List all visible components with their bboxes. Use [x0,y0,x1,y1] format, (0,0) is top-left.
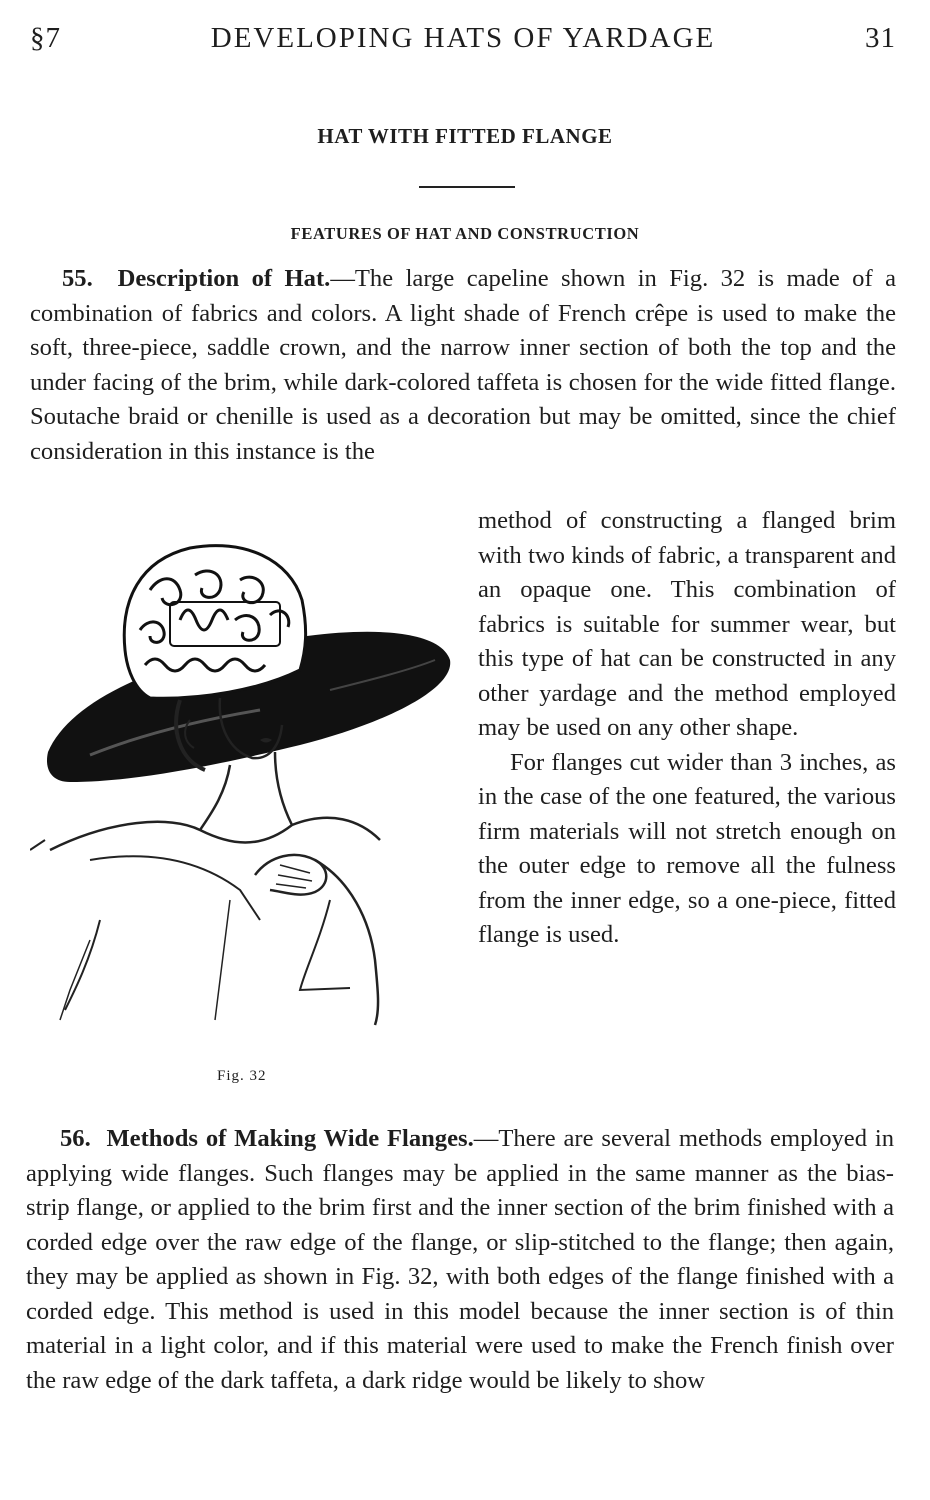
page-number: 31 [865,22,896,54]
paragraph-heading: Description of Hat. [117,265,331,292]
hand-fingers [276,865,312,888]
collar [90,856,260,920]
collar [50,818,380,850]
running-title: DEVELOPING HATS OF YARDAGE [210,22,716,54]
dress-fold [60,940,90,1020]
dress-fold [215,900,230,1020]
paragraph-55-continued [478,504,896,953]
paragraph-text: —There are several methods employed in applying wide flanges. Such flanges may be applied in the same manner as the bias-strip flange, or applied to the brim first and the inner section of the brim finished with a corded edge over the raw edge of the flange, or slip-stitched to the flange; then again, they may be applied as shown in Fig. 32, with both edges of the flange finished with a corded edge. This method is used in this model because the inner section is of thin material in a light color, and if this material were used to make the French finish over the raw edge of the dark taffeta, a dark ridge would be likely to show [26,1125,894,1394]
subheading: FEATURES OF HAT AND CONSTRUCTION [290,224,640,243]
hat-illustration [30,520,470,1050]
paragraph-text: —The large capeline shown in Fig. 32 is made of a combination of fabrics and colors. A light shade of French crêpe is used to make the soft, three-piece, saddle crown, and the narrow inner section of both the top and the under facing of the brim, while dark-colored taffeta is chosen for the wide fitted flange. Soutache braid or chenille is used as a decoration but may be omitted, since the chief consideration in this instance is the [30,265,897,465]
divider-rule [419,186,515,188]
paragraph-56 [26,1122,894,1398]
figure-caption: Fig. 32 [217,1068,267,1084]
paragraph-text-side: method of constructing a flanged brim with two kinds of fabric, a transparent and an opaque one. This combination of fabrics is suitable for summer wear, but this type of hat can be constructed in any other yardage and the method employed may be used on any other shape. [478,507,896,741]
sleeve [300,900,350,990]
section-mark: §7 [30,22,61,54]
paragraph-number: 55. [62,265,93,292]
paragraph-text-side-2: For flanges cut wider than 3 inches, as in the case of the one featured, the various firm materials will not stretch enough on the outer edge to remove all the fulness from the inner edge, so a one-piece, fitted flange is used. [478,748,896,948]
paragraph-heading: Methods of Making Wide Flanges. [106,1125,474,1152]
paragraph-number: 56. [60,1125,91,1152]
dress-fold [65,920,100,1010]
paragraph-55 [30,262,896,469]
section-title: HAT WITH FITTED FLANGE [317,124,613,148]
dress-fold [30,840,45,850]
running-head [30,22,896,55]
